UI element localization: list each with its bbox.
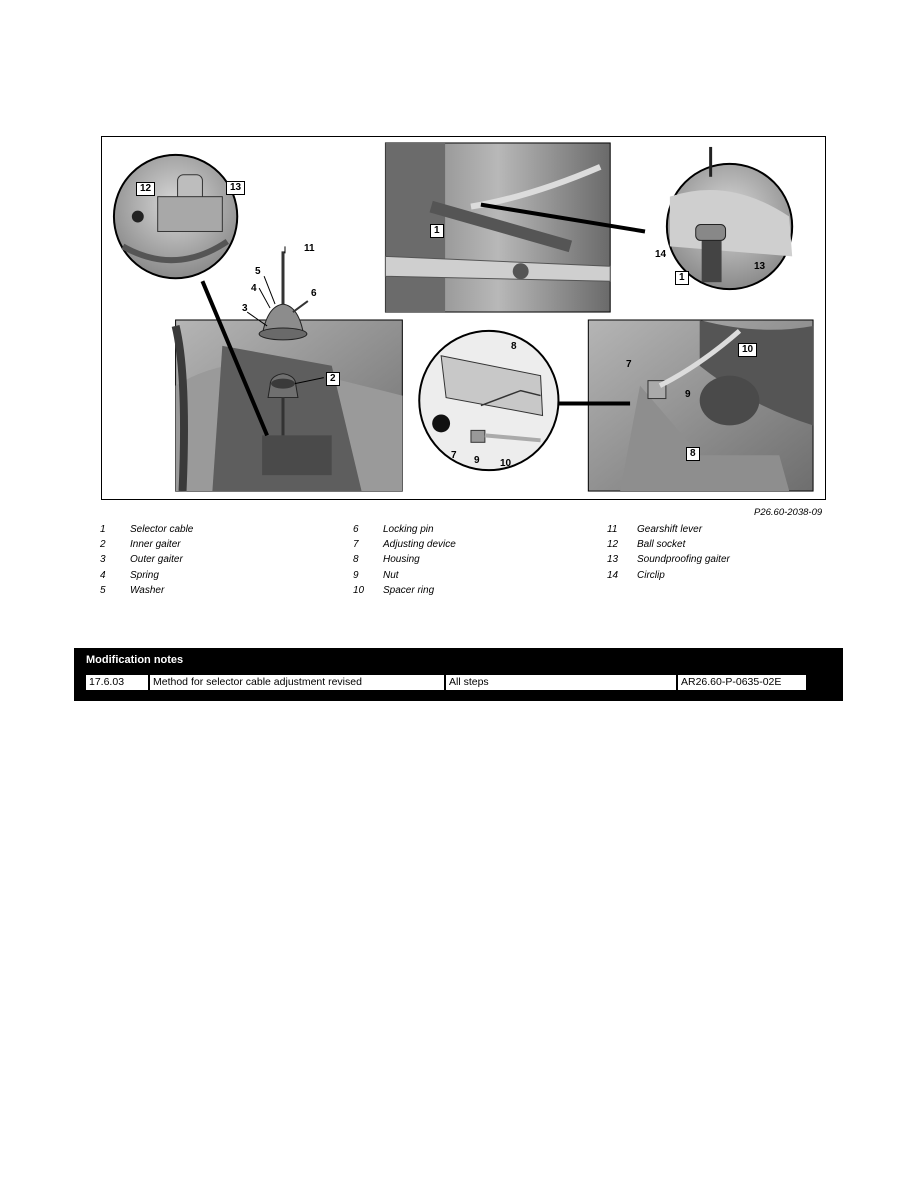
technical-illustration — [101, 136, 826, 500]
legend-item: 4 Spring — [100, 569, 159, 581]
legend-item: 13 Soundproofing gaiter — [607, 554, 730, 566]
console-photo — [176, 320, 403, 491]
callout-9-photo: 9 — [685, 389, 691, 400]
callout-12: 12 — [136, 182, 155, 196]
legend-item: 7 Adjusting device — [353, 539, 456, 551]
legend-column-2 — [353, 522, 456, 598]
modification-notes-title: Modification notes — [86, 654, 184, 666]
undercarriage-photo — [385, 143, 610, 312]
callout-3: 3 — [242, 303, 248, 314]
callout-1-right: 1 — [675, 271, 689, 285]
legend-column-3 — [607, 522, 730, 583]
callout-4: 4 — [251, 283, 257, 294]
callout-8-photo: 8 — [686, 447, 700, 461]
detail-circle-adjusting-device — [419, 331, 558, 470]
callout-6: 6 — [311, 288, 317, 299]
callout-11: 11 — [304, 243, 315, 254]
legend-item: 3 Outer gaiter — [100, 554, 183, 566]
callout-9-circle: 9 — [474, 455, 480, 466]
note-description: Method for selector cable adjustment revised — [149, 674, 445, 691]
callout-7-circle: 7 — [451, 450, 457, 461]
callout-10-photo: 10 — [738, 343, 757, 357]
callout-2: 2 — [326, 372, 340, 386]
detail-circle-ball-socket — [114, 155, 237, 278]
callout-13-right: 13 — [754, 261, 766, 272]
callout-1-upper: 1 — [430, 224, 444, 238]
modification-notes-table — [74, 648, 843, 701]
callout-5: 5 — [255, 266, 261, 277]
legend-item: 2 Inner gaiter — [100, 539, 181, 551]
illustration-artwork — [102, 137, 825, 499]
legend-item: 12 Ball socket — [607, 539, 686, 551]
callout-10-circle: 10 — [500, 458, 512, 469]
detail-circle-circlip — [667, 147, 792, 289]
callout-13: 13 — [226, 181, 245, 195]
legend-item: 6 Locking pin — [353, 524, 434, 535]
legend-column-1 — [100, 522, 193, 598]
callout-7-photo: 7 — [626, 359, 632, 370]
note-reference: AR26.60-P-0635-02E — [677, 674, 807, 691]
legend-item: 10 Spacer ring — [353, 584, 435, 596]
legend-item: 14 Circlip — [607, 569, 665, 581]
legend-item: 11 Gearshift lever — [607, 524, 703, 535]
note-date: 17.6.03 — [85, 674, 149, 691]
figure-reference: P26.60-2038-09 — [754, 507, 823, 518]
callout-8-circle: 8 — [511, 341, 517, 352]
table-row — [85, 674, 807, 691]
legend-item: 9 Nut — [353, 569, 399, 581]
note-scope: All steps — [445, 674, 677, 691]
legend-item: 1 Selector cable — [100, 524, 194, 535]
callout-14: 14 — [655, 249, 667, 260]
legend-item: 8 Housing — [353, 554, 420, 566]
legend — [100, 522, 820, 602]
legend-item: 5 Washer — [100, 584, 165, 596]
